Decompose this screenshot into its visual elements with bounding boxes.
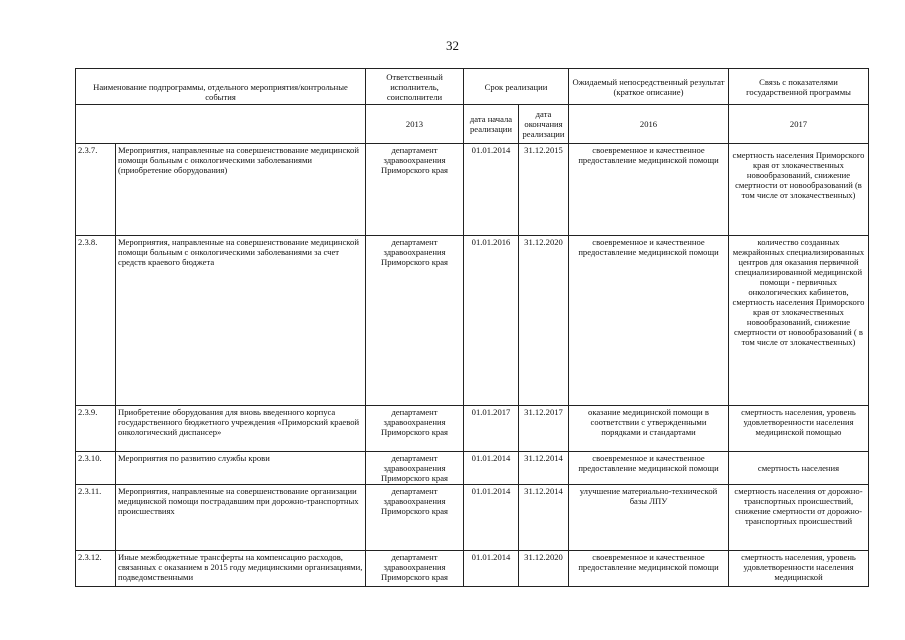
row-end: 31.12.2015 (519, 144, 569, 236)
table-row (76, 485, 869, 551)
row-start: 01.01.2014 (464, 485, 519, 551)
row-result: оказание медицинской помощи в соответствии с утвержденными порядками и стандартами (569, 406, 729, 452)
row-link: смертность населения (729, 452, 869, 485)
row-number: 2.3.9. (76, 406, 116, 452)
row-name: Мероприятия по развитию службы крови (116, 452, 366, 485)
header-responsible: Ответственный исполнитель, соисполнители (366, 69, 464, 105)
table-header-row (76, 69, 869, 105)
row-responsible: департамент здравоохранения Приморского края (366, 406, 464, 452)
row-result: своевременное и качественное предоставление медицинской помощи (569, 236, 729, 406)
header-name: Наименование подпрограммы, отдельного мероприятия/контрольные события (76, 69, 366, 105)
row-start: 01.01.2014 (464, 144, 519, 236)
measures-table (75, 68, 869, 587)
row-responsible: департамент здравоохранения Приморского края (366, 236, 464, 406)
table-row (76, 406, 869, 452)
subheader-start: дата начала реализации (464, 105, 519, 144)
row-link: смертность населения от дорожно-транспортных происшествий, снижение смертности от дорожно-транспортных происшествий (729, 485, 869, 551)
subheader-result: 2016 (569, 105, 729, 144)
subheader-responsible: 2013 (366, 105, 464, 144)
row-result: своевременное и качественное предоставление медицинской помощи (569, 551, 729, 587)
row-name: Приобретение оборудования для вновь введенного корпуса государственного бюджетного учреждения «Приморский краевой онкологический диспансер» (116, 406, 366, 452)
row-responsible: департамент здравоохранения Приморского края (366, 452, 464, 485)
row-number: 2.3.7. (76, 144, 116, 236)
row-result: своевременное и качественное предоставление медицинской помощи (569, 452, 729, 485)
row-name: Мероприятия, направленные на совершенствование медицинской помощи больным с онкологическими заболеваниями за счет средств краевого бюджета (116, 236, 366, 406)
row-start: 01.01.2014 (464, 452, 519, 485)
table-row (76, 452, 869, 485)
header-result: Ожидаемый непосредственный результат (краткое описание) (569, 69, 729, 105)
subheader-end: дата окончания реализации (519, 105, 569, 144)
row-number: 2.3.8. (76, 236, 116, 406)
row-link: количество созданных межрайонных специализированных центров для оказания первичной специализированной медицинской помощи - первичных онкологических кабинетов, смертность населения Приморского края от злокачественных новообразований, снижение смертности от новообразований ( в том числе от злокачественных) (729, 236, 869, 406)
row-start: 01.01.2014 (464, 551, 519, 587)
row-responsible: департамент здравоохранения Приморского края (366, 551, 464, 587)
row-end: 31.12.2014 (519, 452, 569, 485)
row-end: 31.12.2020 (519, 236, 569, 406)
row-name: Мероприятия, направленные на совершенствование организации медицинской помощи пострадавшим при дорожно-транспортных происшествиях (116, 485, 366, 551)
row-number: 2.3.11. (76, 485, 116, 551)
table-row (76, 551, 869, 587)
row-result: своевременное и качественное предоставление медицинской помощи (569, 144, 729, 236)
row-start: 01.01.2017 (464, 406, 519, 452)
subheader-link: 2017 (729, 105, 869, 144)
table-row (76, 236, 869, 406)
row-link: смертность населения Приморского края от злокачественных новообразований, снижение смертности от новообразований (в том числе от злокачественных) (729, 144, 869, 236)
row-start: 01.01.2016 (464, 236, 519, 406)
header-period: Срок реализации (464, 69, 569, 105)
row-name: Мероприятия, направленные на совершенствование медицинской помощи больным с онкологическими заболеваниями (приобретение оборудования) (116, 144, 366, 236)
row-number: 2.3.12. (76, 551, 116, 587)
header-link: Связь с показателями государственной программы (729, 69, 869, 105)
row-link: смертность населения, уровень удовлетворенности населения медицинской помощью (729, 406, 869, 452)
table-subheader-row (76, 105, 869, 144)
row-result: улучшение материально-технической базы ЛПУ (569, 485, 729, 551)
page-number: 32 (446, 38, 459, 53)
row-number: 2.3.10. (76, 452, 116, 485)
row-responsible: департамент здравоохранения Приморского края (366, 485, 464, 551)
row-name: Иные межбюджетные трансферты на компенсацию расходов, связанных с оказанием в 2015 году медицинскими организациями, подведомственными (116, 551, 366, 587)
row-end: 31.12.2017 (519, 406, 569, 452)
row-end: 31.12.2020 (519, 551, 569, 587)
table-row (76, 144, 869, 236)
row-link: смертность населения, уровень удовлетворенности населения медицинской (729, 551, 869, 587)
row-end: 31.12.2014 (519, 485, 569, 551)
subheader-name (76, 105, 366, 144)
row-responsible: департамент здравоохранения Приморского края (366, 144, 464, 236)
